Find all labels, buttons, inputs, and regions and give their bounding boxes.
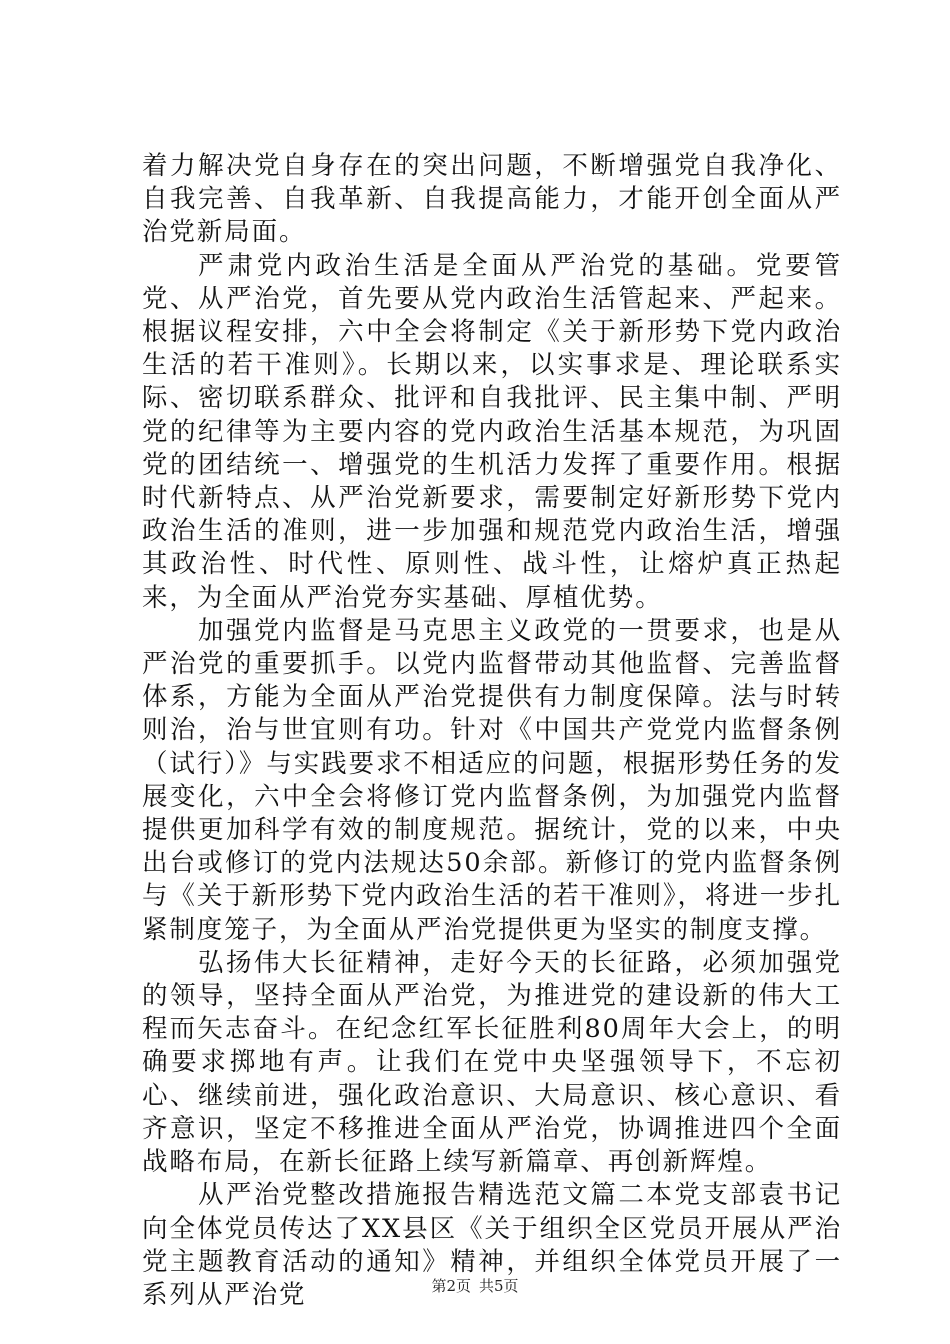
page-number: 第2页 — [431, 1277, 471, 1295]
paragraph-supervision: 加强党内监督是马克思主义政党的一贯要求，也是从严治党的重要抓手。以党内监督带动其他监督、完善监督体系，方能为全面从严治党提供有力制度保障。法与时转则治，治与世宜则有功。针对《中国共产党党内监督条例（试行）》与实践要求不相适应的问题，根据形势任务的发展变化，六中全会将修订党内监督条例，为加强党内监督提供更加科学有效的制度规范。据统计，党的以来，中央出台或修订的党内法规达50余部。新修订的党内监督条例与《关于新形势下党内政治生活的若干准则》，将进一步扎紧制度笼子，为全面从严治党提供更为坚实的制度支撑。 — [142, 615, 842, 945]
page-total: 共5页 — [479, 1277, 519, 1295]
paragraph-rectification-report: 从严治党整改措施报告精选范文篇二本党支部袁书记向全体党员传达了XX县区《关于组织全区党员开展从严治党主题教育活动的通知》精神，并组织全体党员开展了一系列从严治党 — [142, 1180, 842, 1310]
document-body — [142, 150, 842, 1312]
paragraph-political-life: 严肃党内政治生活是全面从严治党的基础。党要管党、从严治党，首先要从党内政治生活管起来、严起来。根据议程安排，六中全会将制定《关于新形势下党内政治生活的若干准则》。长期以来，以实事求是、理论联系实际、密切联系群众、批评和自我批评、民主集中制、严明党的纪律等为主要内容的党内政治生活基本规范，为巩固党的团结统一、增强党的生机活力发挥了重要作用。根据时代新特点、从严治党新要求，需要制定好新形势下党内政治生活的准则，进一步加强和规范党内政治生活，增强其政治性、时代性、原则性、战斗性，让熔炉真正热起来，为全面从严治党夯实基础、厚植优势。 — [142, 250, 842, 613]
page-footer — [0, 1275, 950, 1296]
paragraph-continuation: 着力解决党自身存在的突出问题，不断增强党自我净化、自我完善、自我革新、自我提高能力，才能开创全面从严治党新局面。 — [142, 151, 842, 248]
paragraph-long-march: 弘扬伟大长征精神，走好今天的长征路，必须加强党的领导，坚持全面从严治党，为推进党的建设新的伟大工程而矢志奋斗。在纪念红军长征胜利80周年大会上，的明确要求掷地有声。让我们在党中央坚强领导下，不忘初心、继续前进，强化政治意识、大局意识、核心意识、看齐意识，坚定不移推进全面从严治党，协调推进四个全面战略布局，在新长征路上续写新篇章、再创新辉煌。 — [142, 947, 842, 1178]
